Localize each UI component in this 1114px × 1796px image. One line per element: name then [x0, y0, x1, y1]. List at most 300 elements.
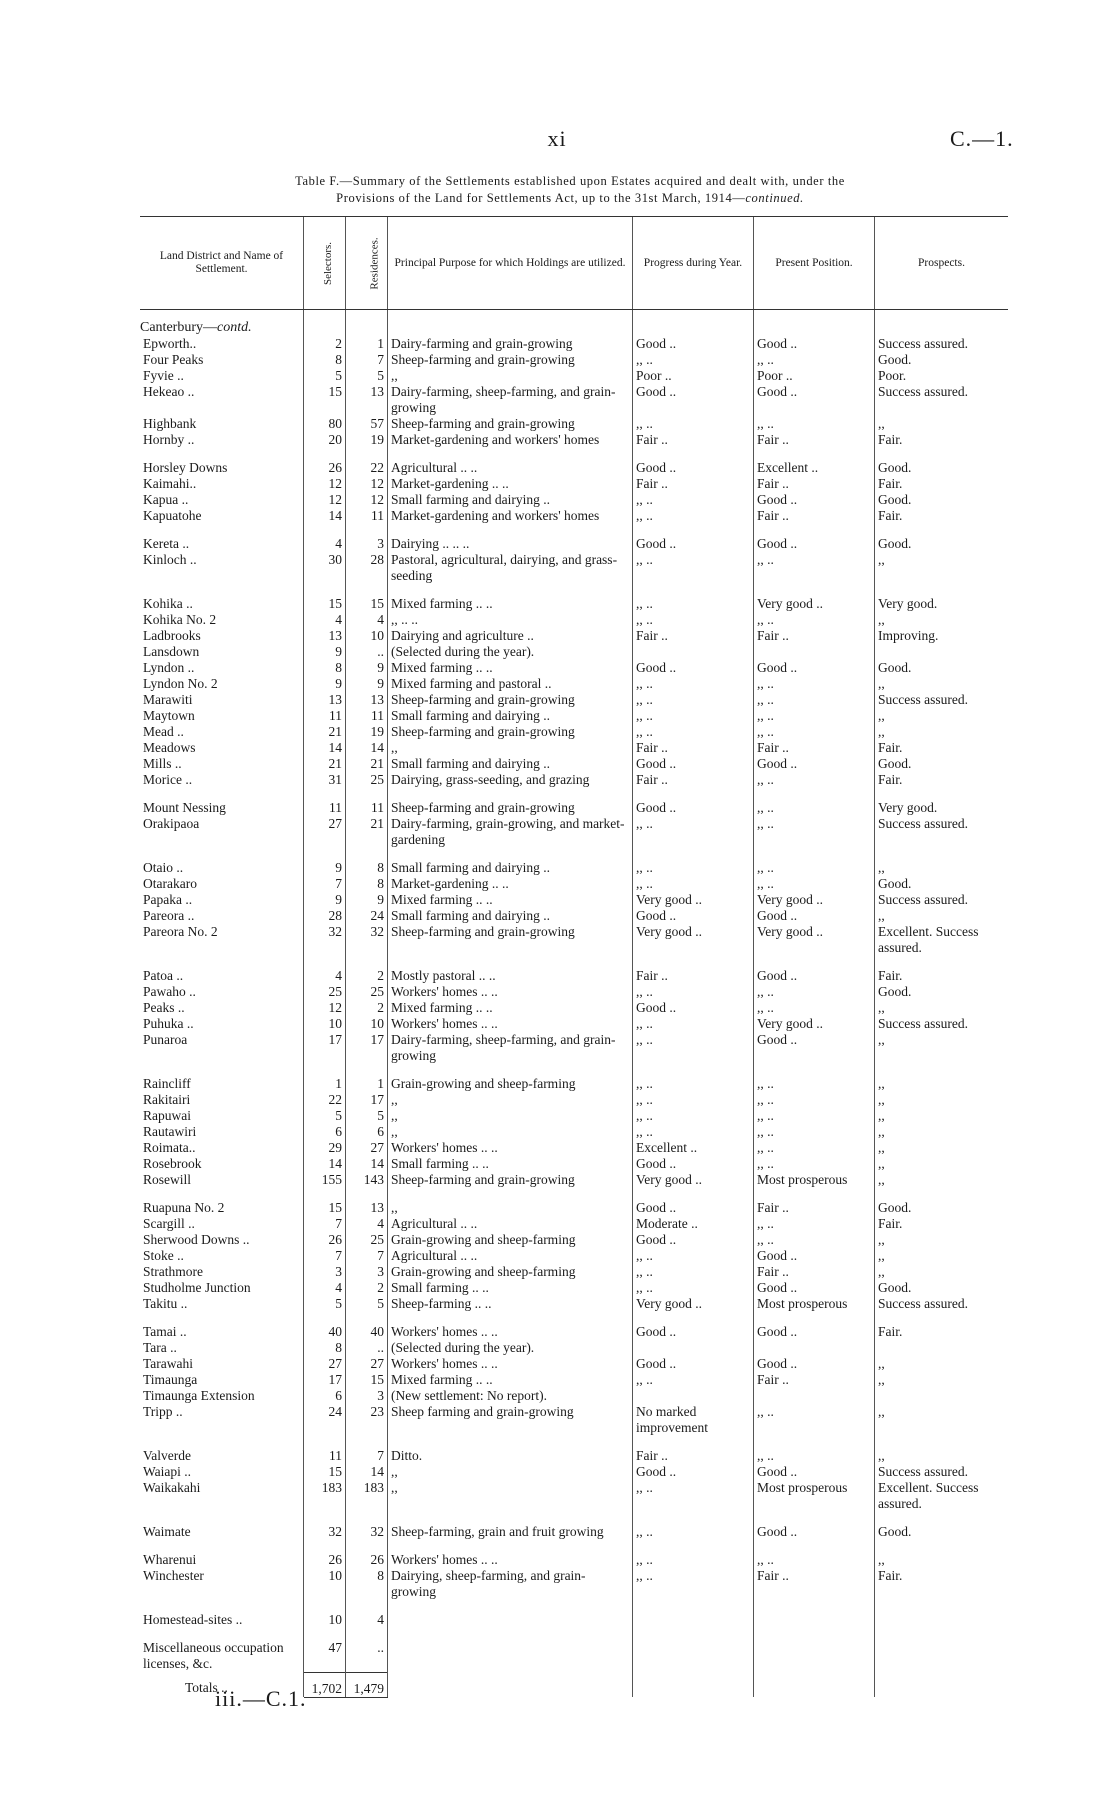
progress-status: Fair .. — [633, 432, 754, 448]
settlement-name: Waiapi .. — [143, 1464, 192, 1479]
prospects-status: Poor. — [875, 368, 1009, 384]
progress-status: Fair .. — [633, 740, 754, 756]
principal-purpose: Workers' homes .. .. — [388, 1016, 633, 1032]
present-position: Good .. — [754, 492, 875, 508]
settlement-name: Papaka .. — [143, 892, 193, 907]
residences-count: 3 — [346, 536, 388, 552]
prospects-status: ,, — [875, 1108, 1009, 1124]
settlement-name: Hornby .. — [143, 432, 195, 447]
table-row — [140, 1232, 1008, 1248]
residences-count: 8 — [346, 1568, 388, 1600]
selectors-count: 9 — [304, 644, 346, 660]
header-row — [140, 217, 1008, 310]
table-row — [140, 968, 1008, 984]
document-reference: C.—1. — [950, 126, 1014, 151]
principal-purpose: Pastoral, agricultural, dairying, and grass-seeding — [388, 552, 633, 584]
selectors-count: 13 — [304, 692, 346, 708]
residences-count: .. — [346, 644, 388, 660]
progress-status: ,, .. — [633, 508, 754, 524]
residences-count: 1 — [346, 336, 388, 352]
progress-status: ,, .. — [633, 692, 754, 708]
selectors-count: 10 — [304, 1016, 346, 1032]
principal-purpose: Small farming and dairying .. — [388, 908, 633, 924]
prospects-status: ,, — [875, 1124, 1009, 1140]
progress-status: Fair .. — [633, 772, 754, 788]
settlement-name: Timaunga — [143, 1372, 198, 1387]
present-position — [754, 1388, 875, 1404]
principal-purpose: (Selected during the year). — [388, 644, 633, 660]
settlement-name: Lyndon .. — [143, 660, 195, 675]
present-position: ,, .. — [754, 692, 875, 708]
settlement-name: Rautawiri — [143, 1124, 197, 1139]
principal-purpose: Agricultural .. .. — [388, 460, 633, 476]
principal-purpose: ,, — [388, 740, 633, 756]
settlement-name: Rosewill — [143, 1172, 192, 1187]
settlement-name: Pareora No. 2 — [143, 924, 218, 939]
table-row — [140, 1172, 1008, 1188]
selectors-count: 9 — [304, 676, 346, 692]
title-line-1: Table F.—Summary of the Settlements established upon Estates acquired and dealt with, under the — [295, 174, 845, 188]
selectors-count: 11 — [304, 1448, 346, 1464]
present-position: ,, .. — [754, 1448, 875, 1464]
prospects-status — [875, 1612, 1009, 1628]
prospects-status: Good. — [875, 352, 1009, 368]
progress-status — [633, 1388, 754, 1404]
table-row — [140, 352, 1008, 368]
prospects-status: ,, — [875, 612, 1009, 628]
prospects-status: Fair. — [875, 968, 1009, 984]
settlement-name: Miscellaneous occupation licenses, &c. — [143, 1640, 284, 1671]
present-position: Good .. — [754, 1356, 875, 1372]
selectors-count: 1 — [304, 1076, 346, 1092]
residences-count: 21 — [346, 756, 388, 772]
progress-status: Fair .. — [633, 968, 754, 984]
col-purpose-header: Principal Purpose for which Holdings are utilized. — [388, 217, 633, 310]
principal-purpose: Dairy-farming, sheep-farming, and grain-growing — [388, 384, 633, 416]
prospects-status: Success assured. — [875, 1464, 1009, 1480]
prospects-status: Success assured. — [875, 1016, 1009, 1032]
settlement-name: Kohika .. — [143, 596, 193, 611]
residences-count: 4 — [346, 612, 388, 628]
col-residences-header: Residences. — [346, 217, 388, 310]
principal-purpose: Dairying and agriculture .. — [388, 628, 633, 644]
prospects-status: ,, — [875, 1404, 1009, 1436]
residences-count: 23 — [346, 1404, 388, 1436]
table-row — [140, 1124, 1008, 1140]
present-position: Fair .. — [754, 628, 875, 644]
principal-purpose: Market-gardening and workers' homes — [388, 508, 633, 524]
residences-count: 14 — [346, 1156, 388, 1172]
residences-count: 32 — [346, 1524, 388, 1540]
residences-count: 1 — [346, 1076, 388, 1092]
residences-count: 22 — [346, 460, 388, 476]
residences-count: .. — [346, 1640, 388, 1672]
progress-status: Good .. — [633, 1356, 754, 1372]
principal-purpose: Mixed farming and pastoral .. — [388, 676, 633, 692]
settlement-name: Stoke .. — [143, 1248, 184, 1263]
row-gap — [140, 1512, 1008, 1524]
residences-count: 7 — [346, 1448, 388, 1464]
principal-purpose: Mixed farming .. .. — [388, 1372, 633, 1388]
settlement-name: Raincliff — [143, 1076, 191, 1091]
principal-purpose: Workers' homes .. .. — [388, 1552, 633, 1568]
totals-label: Totals .. — [140, 1672, 304, 1697]
principal-purpose: Dairy-farming and grain-growing — [388, 336, 633, 352]
progress-status — [633, 1640, 754, 1672]
settlement-name: Kohika No. 2 — [143, 612, 217, 627]
totals-selectors: 1,702 — [304, 1672, 346, 1697]
table-row — [140, 1340, 1008, 1356]
principal-purpose: ,, .. .. — [388, 612, 633, 628]
principal-purpose: Dairy-farming, grain-growing, and market-gardening — [388, 816, 633, 848]
settlement-name: Mead .. — [143, 724, 184, 739]
prospects-status: Good. — [875, 492, 1009, 508]
prospects-status: ,, — [875, 860, 1009, 876]
principal-purpose: ,, — [388, 1092, 633, 1108]
progress-status: Good .. — [633, 1156, 754, 1172]
table-row — [140, 860, 1008, 876]
principal-purpose: Mixed farming .. .. — [388, 596, 633, 612]
residences-count: 8 — [346, 876, 388, 892]
residences-count: 10 — [346, 628, 388, 644]
table-row — [140, 336, 1008, 352]
present-position: ,, .. — [754, 416, 875, 432]
selectors-count: 26 — [304, 1232, 346, 1248]
settlement-name: Scargill .. — [143, 1216, 195, 1231]
present-position: ,, .. — [754, 876, 875, 892]
residences-count: 57 — [346, 416, 388, 432]
settlement-name: Kaimahi.. — [143, 476, 197, 491]
selectors-count: 22 — [304, 1092, 346, 1108]
principal-purpose: ,, — [388, 1124, 633, 1140]
progress-status: ,, .. — [633, 416, 754, 432]
present-position: Good .. — [754, 908, 875, 924]
table-row — [140, 384, 1008, 416]
settlement-name: Tara .. — [143, 1340, 177, 1355]
selectors-count: 21 — [304, 724, 346, 740]
principal-purpose: Sheep-farming and grain-growing — [388, 924, 633, 956]
row-gap — [140, 1540, 1008, 1552]
table-row — [140, 536, 1008, 552]
present-position: Fair .. — [754, 740, 875, 756]
table-row — [140, 816, 1008, 848]
present-position: ,, .. — [754, 352, 875, 368]
present-position: ,, .. — [754, 1216, 875, 1232]
residences-count: 5 — [346, 1108, 388, 1124]
present-position: Fair .. — [754, 1568, 875, 1600]
residences-count: 4 — [346, 1216, 388, 1232]
residences-count: 12 — [346, 492, 388, 508]
selectors-count: 32 — [304, 1524, 346, 1540]
residences-count: 25 — [346, 1232, 388, 1248]
table-row — [140, 1076, 1008, 1092]
selectors-count: 5 — [304, 1108, 346, 1124]
settlement-name: Puhuka .. — [143, 1016, 194, 1031]
principal-purpose: Small farming and dairying .. — [388, 756, 633, 772]
prospects-status: ,, — [875, 1264, 1009, 1280]
selectors-count: 12 — [304, 492, 346, 508]
present-position: Good .. — [754, 1032, 875, 1064]
prospects-status: ,, — [875, 1140, 1009, 1156]
table-row — [140, 368, 1008, 384]
table-row — [140, 644, 1008, 660]
principal-purpose: Small farming and dairying .. — [388, 708, 633, 724]
selectors-count: 12 — [304, 476, 346, 492]
selectors-count: 4 — [304, 612, 346, 628]
prospects-status: ,, — [875, 708, 1009, 724]
settlement-name: Tarawahi — [143, 1356, 194, 1371]
present-position: ,, .. — [754, 1000, 875, 1016]
table-row — [140, 1216, 1008, 1232]
selectors-count: 26 — [304, 1552, 346, 1568]
residences-count: 13 — [346, 384, 388, 416]
table-row — [140, 660, 1008, 676]
settlement-name: Studholme Junction — [143, 1280, 251, 1295]
present-position: Fair .. — [754, 432, 875, 448]
principal-purpose: Sheep-farming and grain-growing — [388, 692, 633, 708]
col-prospects-header: Prospects. — [875, 217, 1009, 310]
table-row — [140, 1448, 1008, 1464]
selectors-count: 7 — [304, 1216, 346, 1232]
selectors-count: 9 — [304, 860, 346, 876]
principal-purpose: Workers' homes .. .. — [388, 1324, 633, 1340]
selectors-count: 24 — [304, 1404, 346, 1436]
selectors-count: 7 — [304, 1248, 346, 1264]
prospects-status: Excellent. Success assured. — [875, 1480, 1009, 1512]
settlement-name: Lyndon No. 2 — [143, 676, 218, 691]
present-position: Excellent .. — [754, 460, 875, 476]
present-position: Fair .. — [754, 508, 875, 524]
table-row — [140, 1032, 1008, 1064]
row-gap — [140, 1628, 1008, 1640]
present-position: ,, .. — [754, 984, 875, 1000]
present-position — [754, 1340, 875, 1356]
principal-purpose: Sheep-farming and grain-growing — [388, 724, 633, 740]
prospects-status: Fair. — [875, 772, 1009, 788]
residences-count: 3 — [346, 1388, 388, 1404]
table-row — [140, 1296, 1008, 1312]
table-row — [140, 1480, 1008, 1512]
present-position: ,, .. — [754, 800, 875, 816]
selectors-count: 17 — [304, 1372, 346, 1388]
principal-purpose: Small farming .. .. — [388, 1280, 633, 1296]
prospects-status: Good. — [875, 1280, 1009, 1296]
prospects-status: ,, — [875, 1172, 1009, 1188]
residences-count: 25 — [346, 772, 388, 788]
table-row — [140, 724, 1008, 740]
present-position: Most prosperous — [754, 1172, 875, 1188]
selectors-count: 4 — [304, 1280, 346, 1296]
principal-purpose: Sheep farming and grain-growing — [388, 1404, 633, 1436]
progress-status: ,, .. — [633, 984, 754, 1000]
prospects-status: Fair. — [875, 740, 1009, 756]
table-title — [140, 173, 1000, 207]
residences-count: 25 — [346, 984, 388, 1000]
selectors-count: 31 — [304, 772, 346, 788]
table-row — [140, 1356, 1008, 1372]
prospects-status: Improving. — [875, 628, 1009, 644]
selectors-count: 27 — [304, 1356, 346, 1372]
present-position: ,, .. — [754, 1552, 875, 1568]
table-row — [140, 1140, 1008, 1156]
principal-purpose: Market-gardening .. .. — [388, 476, 633, 492]
row-gap — [140, 956, 1008, 968]
present-position: ,, .. — [754, 1124, 875, 1140]
selectors-count: 10 — [304, 1568, 346, 1600]
present-position: ,, .. — [754, 1404, 875, 1436]
progress-status: Very good .. — [633, 1296, 754, 1312]
principal-purpose: Agricultural .. .. — [388, 1216, 633, 1232]
table-row — [140, 508, 1008, 524]
progress-status: ,, .. — [633, 612, 754, 628]
progress-status: ,, .. — [633, 1372, 754, 1388]
progress-status: Good .. — [633, 756, 754, 772]
progress-status: Very good .. — [633, 1172, 754, 1188]
residences-count: 14 — [346, 1464, 388, 1480]
selectors-count: 29 — [304, 1140, 346, 1156]
settlement-name: Sherwood Downs .. — [143, 1232, 250, 1247]
progress-status: ,, .. — [633, 1092, 754, 1108]
progress-status: ,, .. — [633, 724, 754, 740]
row-gap — [140, 524, 1008, 536]
settlement-name: Punaroa — [143, 1032, 188, 1047]
selectors-count: 183 — [304, 1480, 346, 1512]
table-row — [140, 876, 1008, 892]
present-position: Good .. — [754, 756, 875, 772]
selectors-count: 4 — [304, 968, 346, 984]
residences-count: 28 — [346, 552, 388, 584]
present-position: Very good .. — [754, 924, 875, 956]
present-position: Very good .. — [754, 892, 875, 908]
table-row — [140, 1248, 1008, 1264]
table-row — [140, 1388, 1008, 1404]
prospects-status: ,, — [875, 1156, 1009, 1172]
selectors-count: 40 — [304, 1324, 346, 1340]
col-name-header: Land District and Name of Settlement. — [140, 217, 304, 310]
table-row — [140, 476, 1008, 492]
prospects-status: ,, — [875, 1092, 1009, 1108]
present-position: Good .. — [754, 660, 875, 676]
selectors-count: 10 — [304, 1612, 346, 1628]
settlement-name: Epworth.. — [143, 336, 197, 351]
progress-status: Good .. — [633, 1324, 754, 1340]
title-continued: continued. — [745, 191, 804, 205]
present-position: Good .. — [754, 1464, 875, 1480]
residences-count: 4 — [346, 1612, 388, 1628]
principal-purpose — [388, 1640, 633, 1672]
selectors-count: 20 — [304, 432, 346, 448]
residences-count: 7 — [346, 352, 388, 368]
row-gap — [140, 1600, 1008, 1612]
prospects-status: ,, — [875, 1032, 1009, 1064]
present-position: Good .. — [754, 1524, 875, 1540]
residences-count: 17 — [346, 1092, 388, 1108]
prospects-status — [875, 1640, 1009, 1672]
prospects-status: Success assured. — [875, 336, 1009, 352]
progress-status: ,, .. — [633, 708, 754, 724]
settlement-name: Fyvie .. — [143, 368, 184, 383]
residences-count: 11 — [346, 800, 388, 816]
progress-status: ,, .. — [633, 1076, 754, 1092]
selectors-count: 25 — [304, 984, 346, 1000]
principal-purpose: ,, — [388, 1108, 633, 1124]
settlement-name: Waikakahi — [143, 1480, 201, 1495]
progress-status: ,, .. — [633, 1552, 754, 1568]
prospects-status: Fair. — [875, 432, 1009, 448]
residences-count: 15 — [346, 1372, 388, 1388]
selectors-count: 4 — [304, 536, 346, 552]
progress-status: ,, .. — [633, 876, 754, 892]
selectors-count: 47 — [304, 1640, 346, 1672]
table-row — [140, 1108, 1008, 1124]
row-gap — [140, 788, 1008, 800]
table-row — [140, 1552, 1008, 1568]
prospects-status: Success assured. — [875, 384, 1009, 416]
principal-purpose: ,, — [388, 1480, 633, 1512]
principal-purpose: Grain-growing and sheep-farming — [388, 1232, 633, 1248]
table-row — [140, 756, 1008, 772]
selectors-count: 15 — [304, 1200, 346, 1216]
table-row — [140, 772, 1008, 788]
present-position: Good .. — [754, 1324, 875, 1340]
table-row — [140, 552, 1008, 584]
principal-purpose: Sheep-farming and grain-growing — [388, 1172, 633, 1188]
progress-status: ,, .. — [633, 596, 754, 612]
present-position: Most prosperous — [754, 1480, 875, 1512]
residences-count: 5 — [346, 368, 388, 384]
prospects-status: Fair. — [875, 508, 1009, 524]
present-position: Very good .. — [754, 596, 875, 612]
residences-count: 3 — [346, 1264, 388, 1280]
residences-count: 19 — [346, 724, 388, 740]
residences-count: 143 — [346, 1172, 388, 1188]
residences-count: 40 — [346, 1324, 388, 1340]
selectors-count: 28 — [304, 908, 346, 924]
progress-status: No marked improvement — [633, 1404, 754, 1436]
totals-residences: 1,479 — [346, 1672, 388, 1697]
residences-count: 9 — [346, 892, 388, 908]
table-row — [140, 1000, 1008, 1016]
principal-purpose: Sheep-farming and grain-growing — [388, 800, 633, 816]
residences-count: 12 — [346, 476, 388, 492]
present-position: ,, .. — [754, 612, 875, 628]
settlement-name: Patoa .. — [143, 968, 184, 983]
table-row — [140, 1404, 1008, 1436]
principal-purpose: Mixed farming .. .. — [388, 660, 633, 676]
present-position: ,, .. — [754, 1156, 875, 1172]
selectors-count: 14 — [304, 1156, 346, 1172]
principal-purpose: Dairying, sheep-farming, and grain-growing — [388, 1568, 633, 1600]
progress-status: Good .. — [633, 536, 754, 552]
table-row — [140, 1264, 1008, 1280]
progress-status — [633, 1612, 754, 1628]
table-row — [140, 1372, 1008, 1388]
title-line-2: Provisions of the Land for Settlements Act, up to the 31st March, 1914—continued. — [336, 191, 804, 205]
table-row — [140, 692, 1008, 708]
present-position: Fair .. — [754, 476, 875, 492]
residences-count: 9 — [346, 676, 388, 692]
table-row — [140, 676, 1008, 692]
present-position: Fair .. — [754, 1372, 875, 1388]
selectors-count: 7 — [304, 876, 346, 892]
residences-count: 8 — [346, 860, 388, 876]
prospects-status: Fair. — [875, 476, 1009, 492]
present-position: Good .. — [754, 1280, 875, 1296]
settlements-table — [140, 216, 1008, 1698]
residences-count: 15 — [346, 596, 388, 612]
settlement-name: Kapua .. — [143, 492, 189, 507]
selectors-count: 32 — [304, 924, 346, 956]
